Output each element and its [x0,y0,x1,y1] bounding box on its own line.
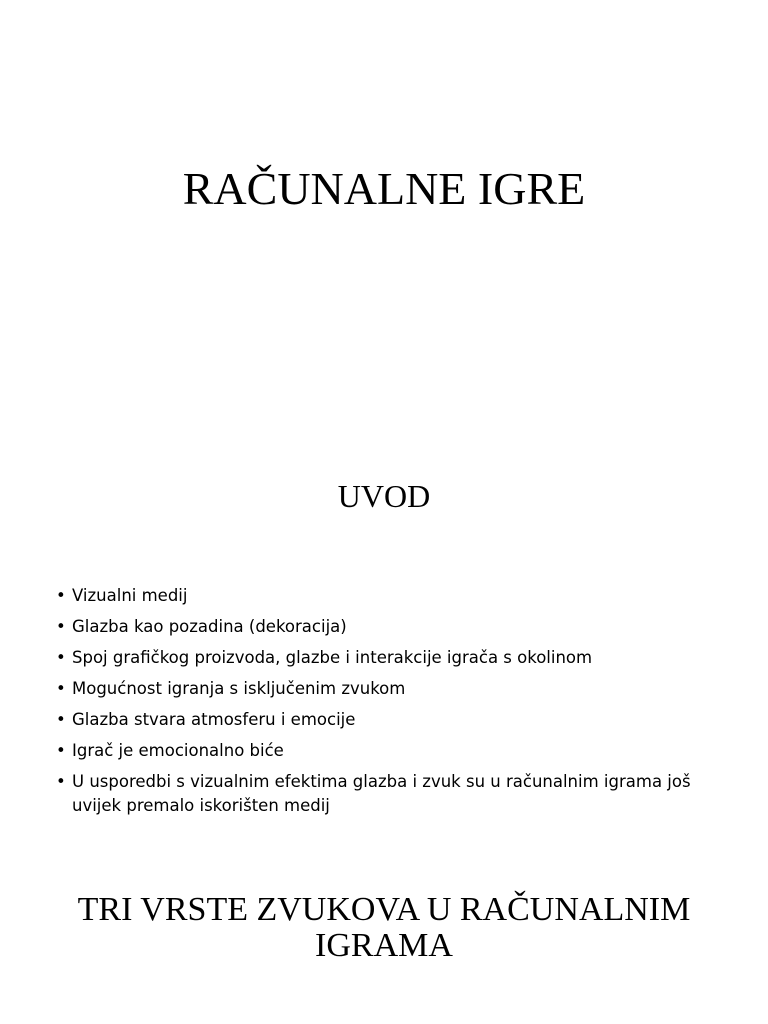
list-item [56,770,716,818]
list-item-text: Spoj grafičkog proizvoda, glazbe i interakcije igrača s okolinom [72,648,593,667]
bullet-icon: • [56,710,66,729]
list-item [56,584,716,608]
slide-title-line-1: TRI VRSTE ZVUKOVA U RAČUNALNIM [77,891,691,928]
list-item [56,708,716,732]
bullet-icon: • [56,648,66,667]
section-heading-uvod: UVOD [337,478,431,514]
list-item [56,677,716,701]
list-item [56,646,716,670]
list-item [56,739,716,763]
bullet-icon: • [56,586,66,605]
list-item-text: Glazba stvara atmosferu i emocije [72,710,356,729]
slide-title-line-2: IGRAMA [315,927,453,964]
bullet-icon: • [56,617,66,636]
list-item-text: U usporedbi s vizualnim efektima glazba i zvuk su u računalnim igrama još uvijek premalo iskorišten medij [72,772,691,815]
bullet-icon: • [56,741,66,760]
slide-title-zvukovi [0,892,768,964]
list-item-text: Mogućnost igranja s isključenim zvukom [72,679,406,698]
bullet-list [56,584,716,825]
list-item-text: Vizualni medij [72,586,188,605]
slide-title: RAČUNALNE IGRE [182,163,586,214]
bullet-icon: • [56,679,66,698]
list-item-text: Igrač je emocionalno biće [72,741,284,760]
list-item-text: Glazba kao pozadina (dekoracija) [72,617,347,636]
bullet-icon: • [56,772,66,791]
list-item [56,615,716,639]
